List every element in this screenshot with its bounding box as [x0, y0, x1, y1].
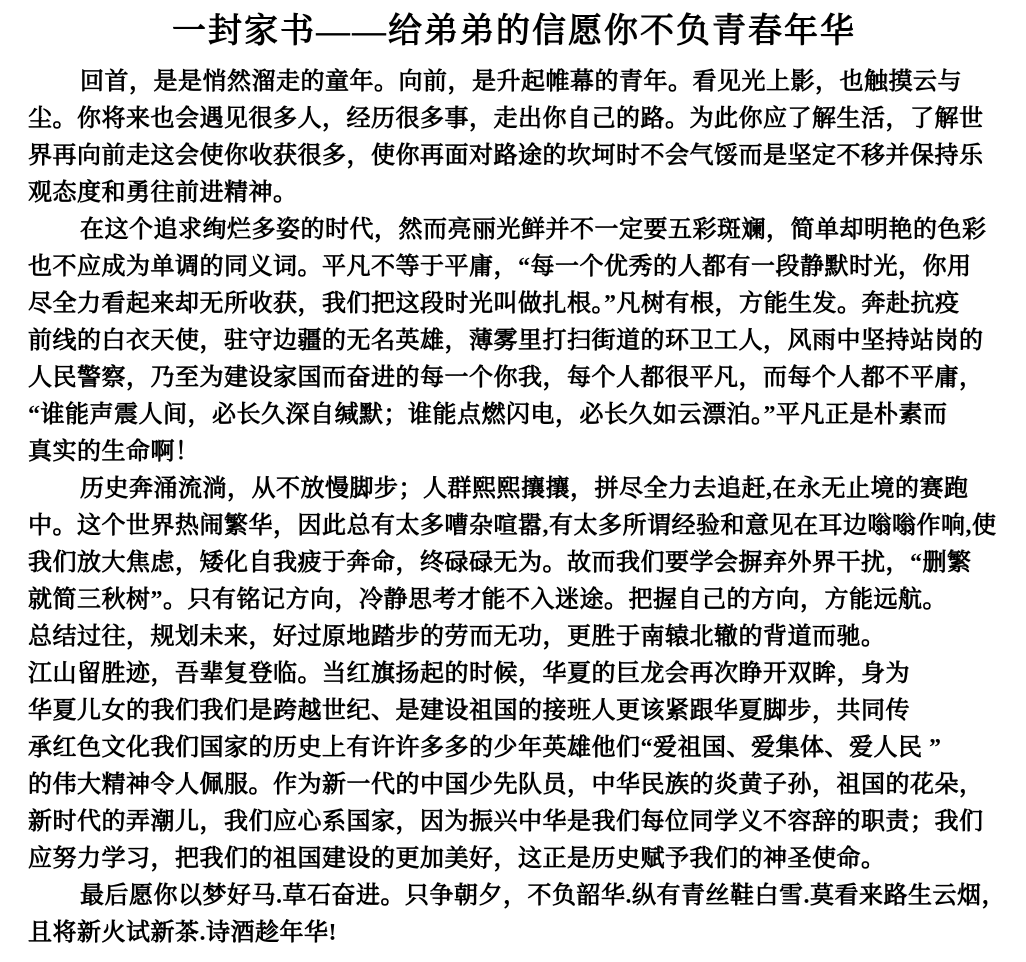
page-title: 一封家书——给弟弟的信愿你不负青春年华: [172, 13, 856, 50]
text-line: 界再向前走这会使你收获很多，使你再面对路途的坎坷时不会气馁而是坚定不移并保持乐: [28, 143, 984, 169]
text-line: 应努力学习，把我们的祖国建设的更加美好，这正是历史赋予我们的神圣使命。: [28, 846, 886, 872]
text-line: 回首，是是悄然溜走的童年。向前，是升起帷幕的青年。看见光上影，也触摸云与: [80, 69, 962, 95]
text-line: 江山留胜迹，吾辈复登临。当红旗扬起的时候，华夏的巨龙会再次睁开双眸，身为: [28, 661, 910, 687]
text-line: 尘。你将来也会遇见很多人，经历很多事，走出你自己的路。为此你应了解生活，了解世: [28, 106, 984, 132]
text-line: 尽全力看起来却无所收获，我们把这段时光叫做扎根。”凡树有根，方能生发。奔赴抗疫: [28, 291, 960, 317]
text-line: 也不应成为单调的同义词。平凡不等于平庸，“每一个优秀的人都有一段静默时光，你用: [28, 254, 972, 280]
text-line: 就简三秋树”。只有铭记方向，冷静思考才能不入迷途。把握自己的方向，方能远航。: [28, 587, 947, 613]
text-line: 中。这个世界热闹繁华，因此总有太多嘈杂喧嚣,有太多所谓经验和意见在耳边嗡嗡作响,使: [28, 513, 997, 539]
text-line: 真实的生命啊！: [28, 439, 200, 465]
text-line: 我们放大焦虑，矮化自我疲于奔命，终碌碌无为。故而我们要学会摒弃外界干扰，“删繁: [28, 550, 972, 576]
text-line: 前线的白衣天使，驻守边疆的无名英雄，薄雾里打扫街道的环卫工人，风雨中坚持站岗的: [28, 328, 984, 354]
text-line: 最后愿你以梦好马.草石奋进。只争朝夕，不负韶华.纵有青丝鞋白雪.莫看来路生云烟，: [80, 883, 1006, 909]
text-line: 观态度和勇往前进精神。: [28, 180, 298, 206]
letter-body: [28, 64, 1006, 952]
text-line: 历史奔涌流淌，从不放慢脚步；人群熙熙攘攘，拼尽全力去追赶,在永无止境的赛跑: [80, 476, 969, 502]
text-line: 在这个追求绚烂多姿的时代，然而亮丽光鲜并不一定要五彩斑斓，简单却明艳的色彩: [80, 217, 987, 243]
text-line: “谁能声震人间，必长久深自缄默；谁能点燃闪电，必长久如云漂泊。”平凡正是朴素而: [28, 402, 948, 428]
text-line: 总结过往，规划未来，好过原地踏步的劳而无功，更胜于南辕北辙的背道而驰。: [28, 624, 886, 650]
text-line: 承红色文化我们国家的历史上有许许多多的少年英雄他们“爱祖国、爱集体、爱人民 ”: [28, 735, 942, 761]
text-line: 且将新火试新茶.诗酒趁年华!: [28, 920, 337, 946]
text-line: 华夏儿女的我们我们是跨越世纪、是建设祖国的接班人更该紧跟华夏脚步，共同传: [28, 698, 910, 724]
text-line: 的伟大精神令人佩服。作为新一代的中国少先队员，中华民族的炎黄子孙，祖国的花朵，: [28, 772, 984, 798]
text-line: 新时代的弄潮儿，我们应心系国家，因为振兴中华是我们每位同学义不容辞的职责；我们: [28, 809, 984, 835]
text-line: 人民警察，乃至为建设家国而奋进的每一个你我，每个人都很平凡，而每个人都不平庸，: [28, 365, 984, 391]
